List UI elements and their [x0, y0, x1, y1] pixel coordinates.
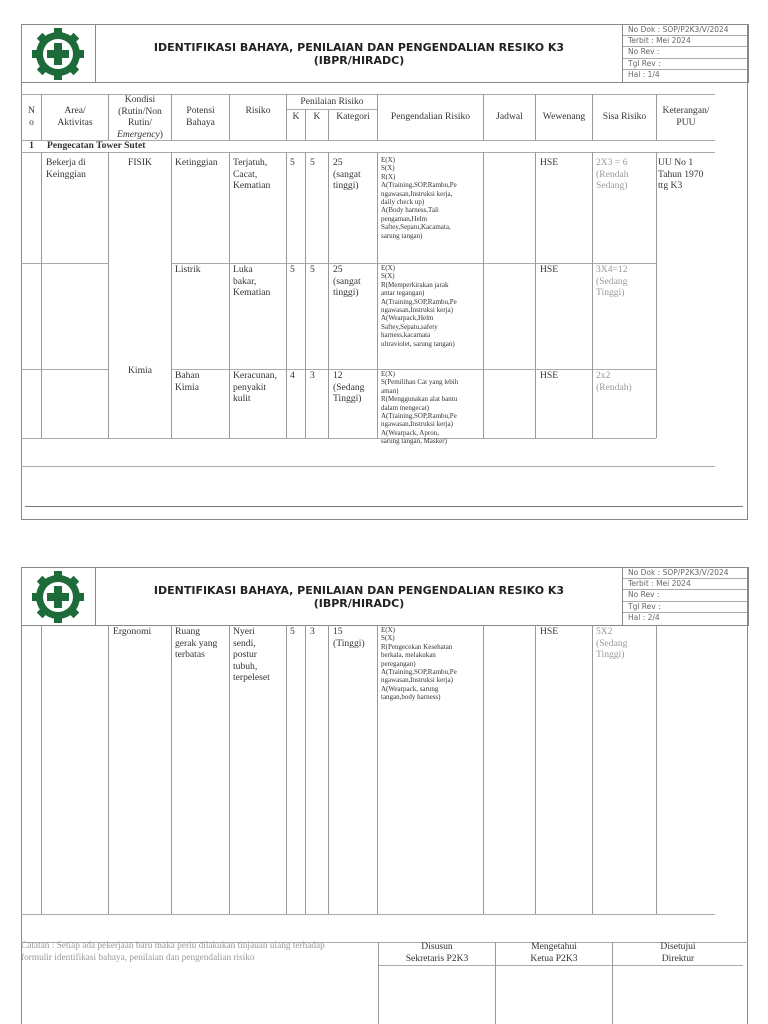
- row-kategori: 15 (Tinggi): [333, 626, 365, 649]
- row-kondisi: FISIK: [128, 157, 152, 168]
- doc-meta: [623, 25, 748, 80]
- header: [21, 567, 749, 626]
- row-kondisi: Ergonomi: [113, 626, 152, 637]
- company-logo: [22, 25, 96, 83]
- page-number: Hal : 1/4: [628, 69, 660, 79]
- doc-meta: [623, 568, 748, 623]
- issue-date: Terbit : Mei 2024: [623, 579, 748, 590]
- col-wewenang-header: Wewenang: [542, 111, 586, 122]
- revision-number: No Rev :: [623, 47, 748, 58]
- revision-date: Tgl Rev :: [623, 59, 748, 70]
- document-title: [96, 25, 623, 83]
- row-k2: 5: [310, 157, 315, 168]
- row-potensi: Ruang gerak yang terbatas: [175, 626, 218, 660]
- row-potensi: Listrik: [175, 264, 201, 275]
- row-k1: 4: [290, 370, 295, 381]
- row-area: Bekerja di Keinggian: [46, 157, 86, 180]
- doc-number: No Dok : SOP/P2K3/V/2024: [623, 568, 748, 579]
- signature-disetujui: Disetujui Direktur: [660, 941, 696, 964]
- col-k1-header: K: [292, 111, 300, 122]
- row-kategori: 25 (sangat tinggi): [333, 264, 361, 298]
- row-k2: 3: [310, 626, 315, 637]
- title-line-2: (IBPR/HIRADC): [313, 54, 405, 67]
- page-2: [0, 540, 768, 1024]
- row-sisa: 2x2 (Rendah): [596, 370, 632, 393]
- col-k2-header: K: [313, 111, 321, 122]
- row-sisa: 5X2 (Sedang Tinggi): [596, 626, 628, 660]
- row-pengendalian: E(X) S(X) R(Memperkirakan jarak antar tegangan) A(Training,SOP,Rambu,Pe ngawasan,Instruksi kerja) A(Wearpack,Helm Saftey,Sepatu,safety harness,kacamata ultraviolet, sarung tangan): [381, 264, 457, 348]
- row-risiko: Nyeri sendi, postur tubuh, terpeleset: [233, 626, 270, 683]
- col-keterangan-header: Keterangan/ PUU: [662, 105, 710, 128]
- col-kondisi-header: Kondisi (Rutin/Non Rutin/ Emergency): [117, 94, 163, 140]
- catatan-note: Catatan : Setiap ada pekerjaan baru maka perlu dilakukan tinjauan ulang terhadap formulir identifikasi bahaya, penilaian dan pengendalian risiko: [21, 941, 325, 963]
- row-k1: 5: [290, 626, 295, 637]
- col-kategori-header: Kategori: [336, 111, 370, 122]
- col-potensi-header: Potensi Bahaya: [186, 105, 215, 128]
- section-number: 1: [29, 140, 34, 151]
- row-keterangan: UU No 1 Tahun 1970 ttg K3: [658, 157, 704, 191]
- title-line-1: IDENTIFIKASI BAHAYA, PENILAIAN DAN PENGENDALIAN RESIKO K3: [153, 584, 565, 597]
- title-line-1: IDENTIFIKASI BAHAYA, PENILAIAN DAN PENGENDALIAN RESIKO K3: [153, 41, 565, 54]
- row-pengendalian: E(X) S(X) R(X) A(Training,SOP,Rambu,Pe ngawasan,Instruksi kerja, daily check up) A(Body harness,Tali pengaman,Helm Saftey,Sepatu,Kacamata, sarung tangan): [381, 156, 457, 240]
- row-kondisi: Kimia: [128, 365, 152, 376]
- col-sisa-header: Sisa Risiko: [602, 111, 647, 122]
- row-sisa: 3X4=12 (Sedang Tinggi): [596, 264, 628, 298]
- document-title: [96, 568, 623, 626]
- signature-mengetahui: Mengetahui Ketua P2K3: [530, 941, 578, 964]
- revision-number: No Rev :: [623, 590, 748, 601]
- row-wewenang: HSE: [540, 626, 559, 637]
- row-risiko: Luka bakar, Kematian: [233, 264, 271, 298]
- row-kategori: 25 (sangat tinggi): [333, 157, 361, 191]
- row-wewenang: HSE: [540, 370, 559, 381]
- row-wewenang: HSE: [540, 264, 559, 275]
- row-sisa: 2X3 = 6 (Rendah Sedang): [596, 157, 629, 191]
- signature-disusun: Disusun Sekretaris P2K3: [405, 941, 469, 964]
- col-penilaian-header: Penilaian Risiko: [300, 96, 364, 107]
- row-pengendalian: E(X) S(Pemilihan Cat yang lebih aman) R(Menggunakan alat bantu dalam mengecat) A(Training,SOP,Rambu,Pe ngawasan,Instruksi kerja) A(Wearpack, Apron, sarung tangan, Masker): [381, 370, 459, 446]
- doc-number: No Dok : SOP/P2K3/V/2024: [623, 25, 748, 36]
- row-k1: 5: [290, 157, 295, 168]
- revision-date: Tgl Rev :: [623, 602, 748, 613]
- row-k1: 5: [290, 264, 295, 275]
- col-risiko-header: Risiko: [245, 105, 271, 116]
- col-jadwal-header: Jadwal: [496, 111, 523, 122]
- row-wewenang: HSE: [540, 157, 559, 168]
- col-no-header: N o: [28, 105, 35, 128]
- row-pengendalian: E(X) S(X) R(Pengecekan Kesehatan berkala, melakukan peregangan) A(Training,SOP,Rambu,Pe ngawasan,Instruksi kerja) A(Wearpack, sarung tangan,body harness): [381, 626, 457, 702]
- header: [21, 24, 749, 83]
- row-risiko: Terjatuh, Cacat, Kematian: [233, 157, 271, 191]
- title-line-2: (IBPR/HIRADC): [313, 597, 405, 610]
- company-logo: [22, 568, 96, 626]
- page-number: Hal : 2/4: [628, 612, 660, 622]
- col-area-header: Area/ Aktivitas: [57, 105, 93, 128]
- row-k2: 3: [310, 370, 315, 381]
- row-potensi: Bahan Kimia: [175, 370, 200, 393]
- section-title: Pengecatan Tower Sutet: [47, 140, 146, 151]
- row-k2: 5: [310, 264, 315, 275]
- row-risiko: Keracunan, penyakit kulit: [233, 370, 277, 404]
- issue-date: Terbit : Mei 2024: [623, 36, 748, 47]
- col-pengendalian-header: Pengendalian Risiko: [390, 111, 471, 122]
- row-kategori: 12 (Sedang Tinggi): [333, 370, 365, 404]
- row-potensi: Ketinggian: [175, 157, 218, 168]
